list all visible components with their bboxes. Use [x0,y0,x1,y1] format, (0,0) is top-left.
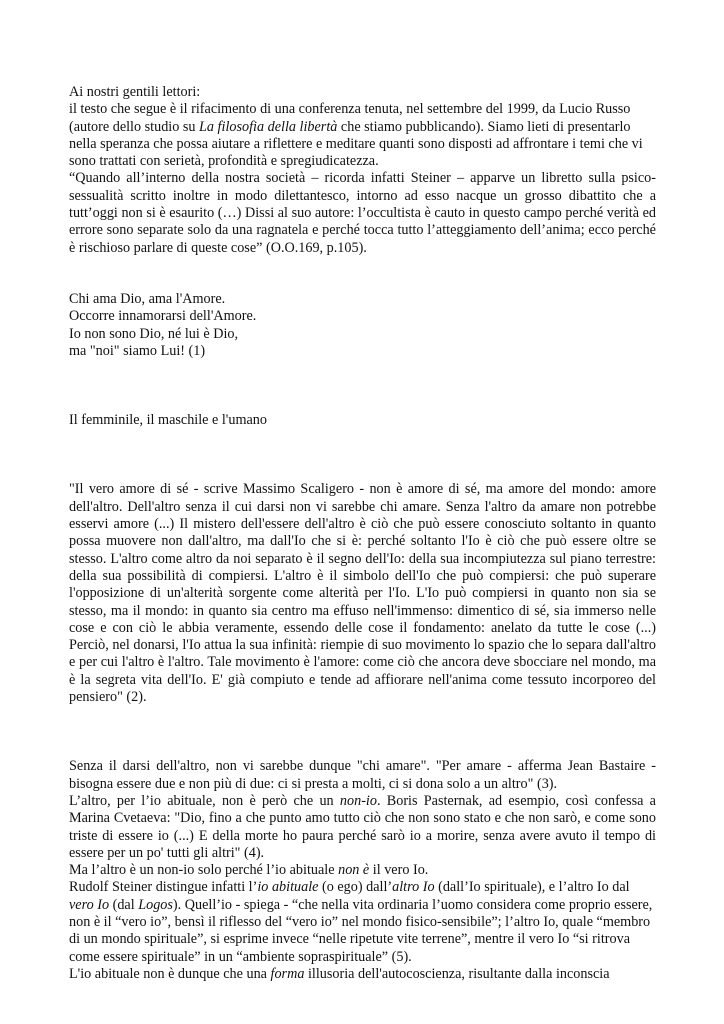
poem-line: Io non sono Dio, né lui è Dio, [69,325,239,342]
poem-line: Chi ama Dio, ama l'Amore. [69,290,226,307]
poem [69,291,656,360]
book-title: La filosofia della libertà [199,118,338,135]
salutation: Ai nostri gentili lettori: [69,84,201,100]
poem-line: Occorre innamorarsi dell'Amore. [69,308,257,325]
io-abituale-paragraph: L'io abituale non è dunque che una forma illusoria dell'autocoscienza, risultante dalla inconscia [69,965,610,982]
document-page [69,84,656,983]
pasternak-paragraph: L’altro, per l’io abituale, non è però che un non-io. Boris Pasternak, ad esempio, così confessa a Marina Cvetaeva: "Dio, fino a che punto amo tutto ciò che non sono stato e che non sarò, e come sono triste di essere io (...) E della morte ho paura perché sarò io a morire, senza avere avuto il tempo di essere per un po' tutti gli altri" (4). [69,792,656,861]
final-section [69,758,656,983]
steiner-paragraph: Rudolf Steiner distingue infatti l’io abituale (o ego) dall’altro Io (dall’Io spirituale), e l’altro Io dal vero Io (dal Logos). Quell’io - spiega - “che nella vita ordinaria l’uomo considera come proprio essere, non è il “vero io”, bensì il riflesso del “vero io” nel mondo fisico-sensibile”; l’altro Io, quale “membro di un mondo spirituale”, si esprime invece “nelle ripetute vite terrene”, mentre il vero Io “si ritrova come essere spirituale” in un “ambiente sopraspirituale” (5). [69,879,653,965]
poem-line: ma "noi" siamo Lui! (1) [69,342,206,359]
section-title: Il femminile, il maschile e l'umano [69,412,267,429]
non-io-paragraph: Ma l’altro è un non-io solo perché l’io abituale non è il vero Io. [69,862,429,879]
steiner-quote: “Quando all’interno della nostra società – ricorda infatti Steiner – apparve un libretto sulla psico-sessualità scritto inoltre in modo dilettantesco, intorno ad esso nacque un grosso dibattito che a tutt’oggi non si è esaurito (…) Dissi al suo autore: l’occultista è cauto in questo campo perché verità ed errore sono separate solo da una ragnatela e perché tocca tutto l’atteggiamento dell’anima; ecco perché è rischioso parlare di queste cose” (O.O.169, p.105). [69,170,656,256]
intro-paragraph: il testo che segue è il rifacimento di una conferenza tenuta, nel settembre del 1999, da Lucio Russo (autore dello studio su La filosofia della libertà che stiamo pubblicando). Siamo lieti di presentarlo nella speranza che possa aiutare a riflettere e meditare quanti sono disposti ad affrontare i temi che vi sono trattati con serietà, profondità e spregiudicatezza. [69,101,643,170]
bastaire-paragraph: Senza il darsi dell'altro, non vi sarebbe dunque "chi amare". "Per amare - afferma Jean Bastaire - bisogna essere due e non più di due: ci si presta a molti, ci si dona solo a un altro" (3). [69,758,656,792]
scaligero-quote: "Il vero amore di sé - scrive Massimo Scaligero - non è amore di sé, ma amore del mondo: amore dell'altro. Dell'altro senza il cui darsi non vi sarebbe chi amare. Senza l'altro da amare non potrebbe esservi amore (...) Il mistero dell'essere dell'altro è ciò che può essere conosciuto soltanto in quanto possa muovere non dall'altro, ma dall'Io che si è: perché soltanto l'Io è ciò che può essere oltre se stesso. L'altro come altro da noi separato è il segno dell'Io: della sua incompiutezza sul piano terrestre: della sua possibilità di compiersi. L'altro è il simbolo dell'Io che può compiersi: che può superare l'opposizione di un'alterità sorgente come alterità per l'Io. L'Io può compiersi in quanto non sia se stesso, ma il mondo: in quanto sia centro ma effuso nell'immenso: dimentico di sé, sia immerso nelle cose e con ciò le abbia veramente, essendo delle cose il fondamento: anelato da tutte le cose (...) Perciò, nel donarsi, l'Io attua la sua infinità: riempie di suo movimento lo spazio che lo separa dall'altro e per cui l'altro è l'altro. Tale movimento è l'amore: come ciò che ancora deve sbocciare nel mondo, ma è la segreta vita dell'Io. E' già compiuto e tende ad affiorare nell'anima come tessuto incorporeo del pensiero" (2). [69,481,656,706]
